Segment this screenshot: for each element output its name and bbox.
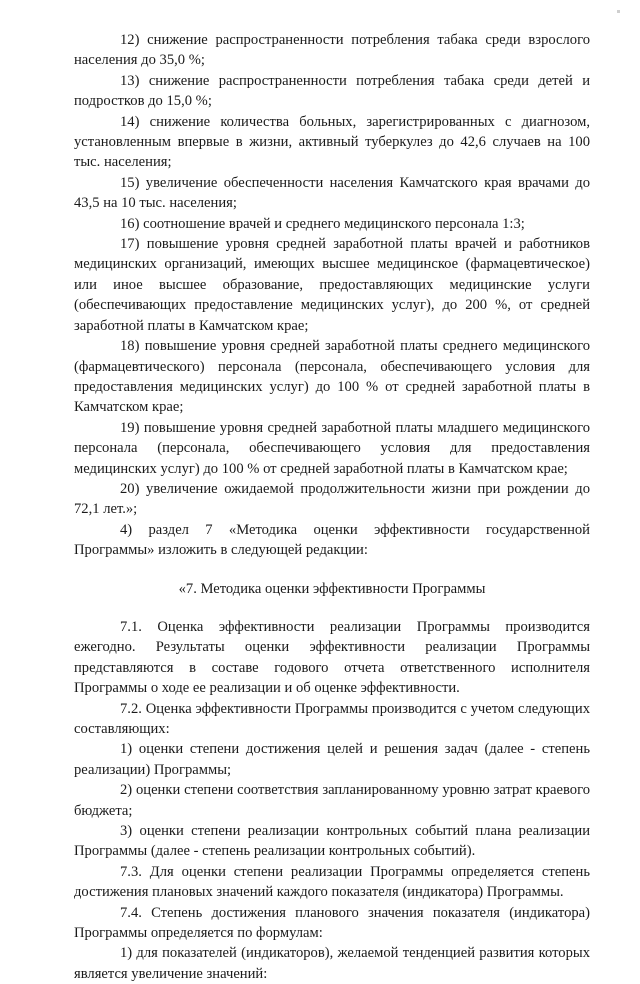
list-item-12: 12) снижение распространенности потребления табака среди взрослого населения до 35,0 %; xyxy=(74,32,590,69)
list-item-15: 15) увеличение обеспеченности населения Камчатского края врачами до 43,5 на 10 тыс. населения; xyxy=(74,174,590,212)
list-item-16: 16) соотношение врачей и среднего медицинского персонала 1:3; xyxy=(120,215,525,232)
paragraph-7-2: 7.2. Оценка эффективности Программы производится с учетом следующих составляющих: xyxy=(74,700,590,737)
list-item-formula-1: 1) для показателей (индикаторов), желаемой тенденцией развития которых является увеличение значений: xyxy=(74,945,590,982)
list-item-14: 14) снижение количества больных, зарегистрированных с диагнозом, установленным впервые в жизни, активный туберкулез до 42,6 случаев на 100 тыс. населения; xyxy=(74,113,590,171)
scan-artifact xyxy=(617,10,620,13)
paragraph-7-3: 7.3. Для оценки степени реализации Программы определяется степень достижения плановых значений каждого показателя (индикатора) Программы. xyxy=(74,863,590,901)
list-item-component-3: 3) оценки степени реализации контрольных событий плана реализации Программы (далее - степень реализации контрольных событий). xyxy=(74,823,590,860)
paragraph-7-4: 7.4. Степень достижения планового значения показателя (индикатора) Программы определяется по формулам: xyxy=(74,904,590,942)
list-item-19: 19) повышение уровня средней заработной платы младшего медицинского персонала (персонала, обеспечивающего условия для предоставления медицинских услуг) до 100 % от средней заработной платы в Камчатском крае; xyxy=(74,419,590,477)
paragraph-7-1: 7.1. Оценка эффективности реализации Программы производится ежегодно. Результаты оценки эффективности реализации Программы представляются в составе годового отчета ответственного исполнителя Программы о ходе ее реализации и об оценке эффективности. xyxy=(74,618,590,697)
list-item-13: 13) снижение распространенности потребления табака среди детей и подростков до 15,0 %; xyxy=(74,72,590,110)
list-item-component-2: 2) оценки степени соответствия запланированному уровню затрат краевого бюджета; xyxy=(74,782,590,819)
list-item-20: 20) увеличение ожидаемой продолжительности жизни при рождении до 72,1 лет.»; xyxy=(74,480,590,518)
list-item-17: 17) повышение уровня средней заработной платы врачей и работников медицинских организаций, имеющих высшее медицинское (фармацевтическое) или иное высшее образование, предоставляющих медицинские услуги (обеспечивающих предоставление медицинских услуг), до 200 %, от средней заработной платы в Камчатском крае; xyxy=(74,236,590,334)
list-item-18: 18) повышение уровня средней заработной платы среднего медицинского (фармацевтического) персонала (персонала, обеспечивающего условия для предоставления медицинских услуг) до 100 % от средней заработной платы в Камчатском крае; xyxy=(74,338,590,416)
document-body xyxy=(74,30,590,984)
section-heading: «7. Методика оценки эффективности Программы xyxy=(178,580,486,597)
amendment-item-4: 4) раздел 7 «Методика оценки эффективности государственной Программы» изложить в следующей редакции: xyxy=(74,521,590,559)
list-item-component-1: 1) оценки степени достижения целей и решения задач (далее - степень реализации) Программы; xyxy=(74,741,590,778)
